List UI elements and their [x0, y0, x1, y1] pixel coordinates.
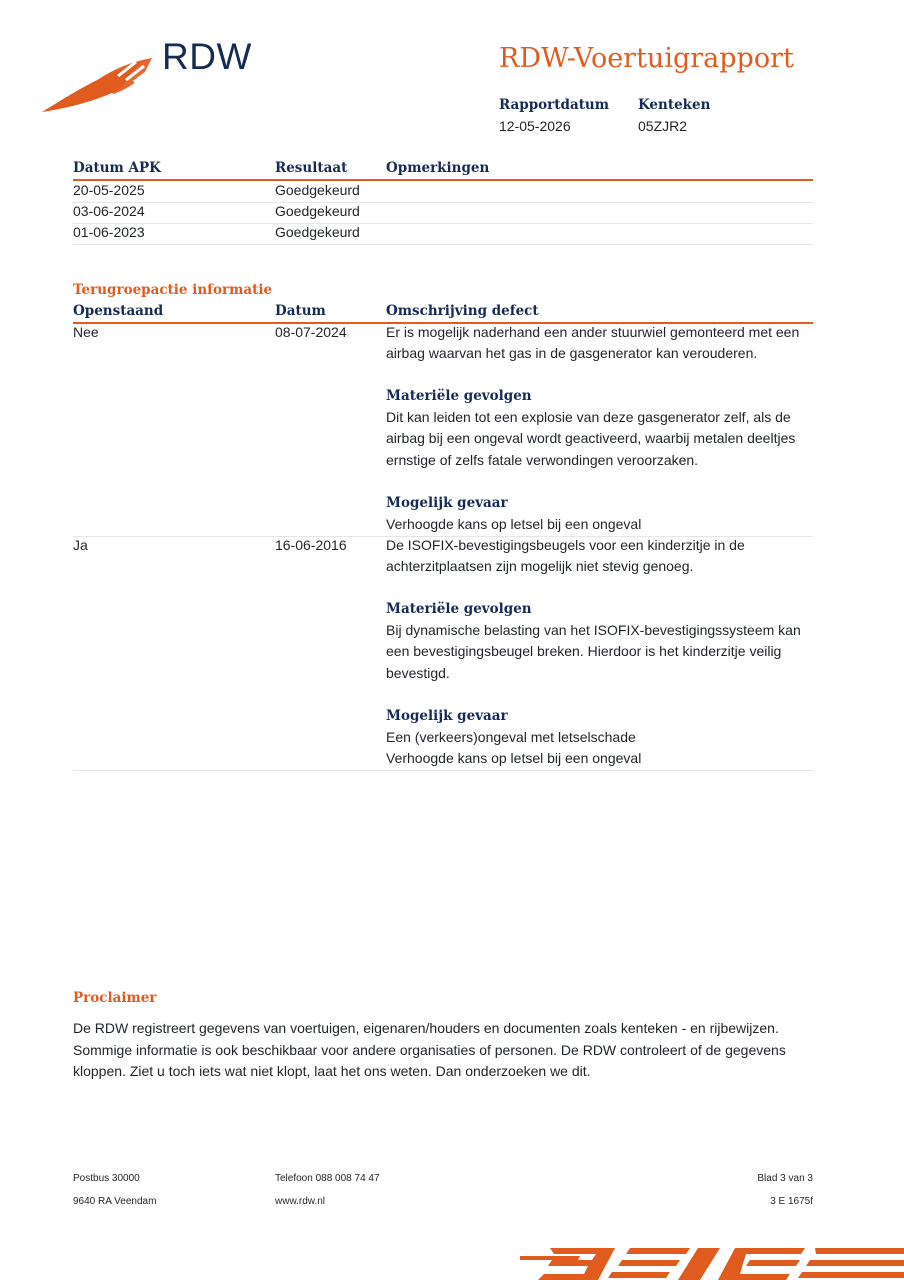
- report-date-label: Rapportdatum: [499, 97, 610, 113]
- consequences-line: Dit kan leiden tot een explosie van deze gasgenerator zelf, als de: [386, 409, 791, 425]
- danger-label: Mogelijk gevaar: [386, 708, 508, 724]
- recall-open-status: Nee: [73, 324, 99, 340]
- recall-description-line: achterzitplaatsen zijn mogelijk niet stevig genoeg.: [386, 558, 694, 574]
- page-title: RDW-Voertuigrapport: [499, 43, 794, 74]
- apk-row-date: 01-06-2023: [73, 224, 145, 240]
- plate-value: 05ZJR2: [638, 118, 688, 134]
- apk-row-date: 20-05-2025: [73, 182, 145, 198]
- footer-website[interactable]: www.rdw.nl: [275, 1196, 326, 1207]
- recall-description-line: Er is mogelijk naderhand een ander stuurwiel gemonteerd met een: [386, 324, 800, 340]
- document-code: 3 E 1675f: [770, 1196, 813, 1207]
- page-number: Blad 3 van 3: [757, 1173, 813, 1184]
- report-date-value: 12-05-2026: [499, 118, 571, 134]
- recall-section-title: Terugroepactie informatie: [73, 282, 273, 298]
- apk-row-result: Goedgekeurd: [275, 224, 360, 240]
- danger-label: Mogelijk gevaar: [386, 495, 508, 511]
- logo-text: RDW: [162, 36, 252, 77]
- recall-header-open: Openstaand: [73, 303, 164, 319]
- recall-header-date: Datum: [275, 303, 326, 319]
- consequences-line: ernstige of zelfs fatale verwondingen veroorzaken.: [386, 452, 699, 468]
- recall-date: 16-06-2016: [275, 537, 347, 553]
- danger-line: Een (verkeers)ongeval met letselschade: [386, 729, 636, 745]
- row-divider: [73, 244, 813, 245]
- consequences-line: Bij dynamische belasting van het ISOFIX-bevestigingssysteem kan: [386, 622, 801, 638]
- row-divider: [73, 202, 813, 203]
- apk-header-date: Datum APK: [73, 160, 161, 176]
- apk-row-result: Goedgekeurd: [275, 182, 360, 198]
- row-divider: [73, 770, 813, 771]
- recall-header-description: Omschrijving defect: [386, 303, 539, 319]
- consequences-label: Materiële gevolgen: [386, 601, 532, 617]
- apk-row-result: Goedgekeurd: [275, 203, 360, 219]
- row-divider: [73, 223, 813, 224]
- recall-open-status: Ja: [73, 537, 88, 553]
- footer-address-2: 9640 RA Veendam: [73, 1196, 157, 1207]
- danger-line: Verhoogde kans op letsel bij een ongeval: [386, 516, 642, 532]
- consequences-line: bevestigd.: [386, 665, 450, 681]
- decorative-stripes: [520, 1244, 904, 1280]
- danger-line: Verhoogde kans op letsel bij een ongeval: [386, 750, 642, 766]
- apk-header-result: Resultaat: [275, 160, 348, 176]
- disclaimer-title: Proclaimer: [73, 990, 157, 1006]
- footer-address-1: Postbus 30000: [73, 1173, 140, 1184]
- recall-description-line: De ISOFIX-bevestigingsbeugels voor een kinderzitje in de: [386, 537, 745, 553]
- apk-header-remarks: Opmerkingen: [386, 160, 490, 176]
- apk-row-date: 03-06-2024: [73, 203, 145, 219]
- recall-description-line: airbag waarvan het gas in de gasgenerator kan verouderen.: [386, 345, 758, 361]
- disclaimer-text: De RDW registreert gegevens van voertuigen, eigenaren/houders en documenten zoals kenteken - en rijbewijzen. Sommige informatie is ook beschikbaar voor andere organisaties of personen. De RDW controleert of de gegevens kloppen. Ziet u toch iets wat niet klopt, laat het ons weten. Dan onderzoeken we dit.: [73, 1020, 786, 1079]
- consequences-label: Materiële gevolgen: [386, 388, 532, 404]
- plate-label: Kenteken: [638, 97, 711, 113]
- recall-date: 08-07-2024: [275, 324, 347, 340]
- consequences-line: een bevestigingsbeugel breken. Hierdoor is het kinderzitje veilig: [386, 643, 782, 659]
- footer-phone: Telefoon 088 008 74 47: [275, 1173, 380, 1184]
- header-divider: [73, 179, 813, 181]
- consequences-line: airbag bij een ongeval wordt geactiveerd, waarbij metalen deeltjes: [386, 430, 796, 446]
